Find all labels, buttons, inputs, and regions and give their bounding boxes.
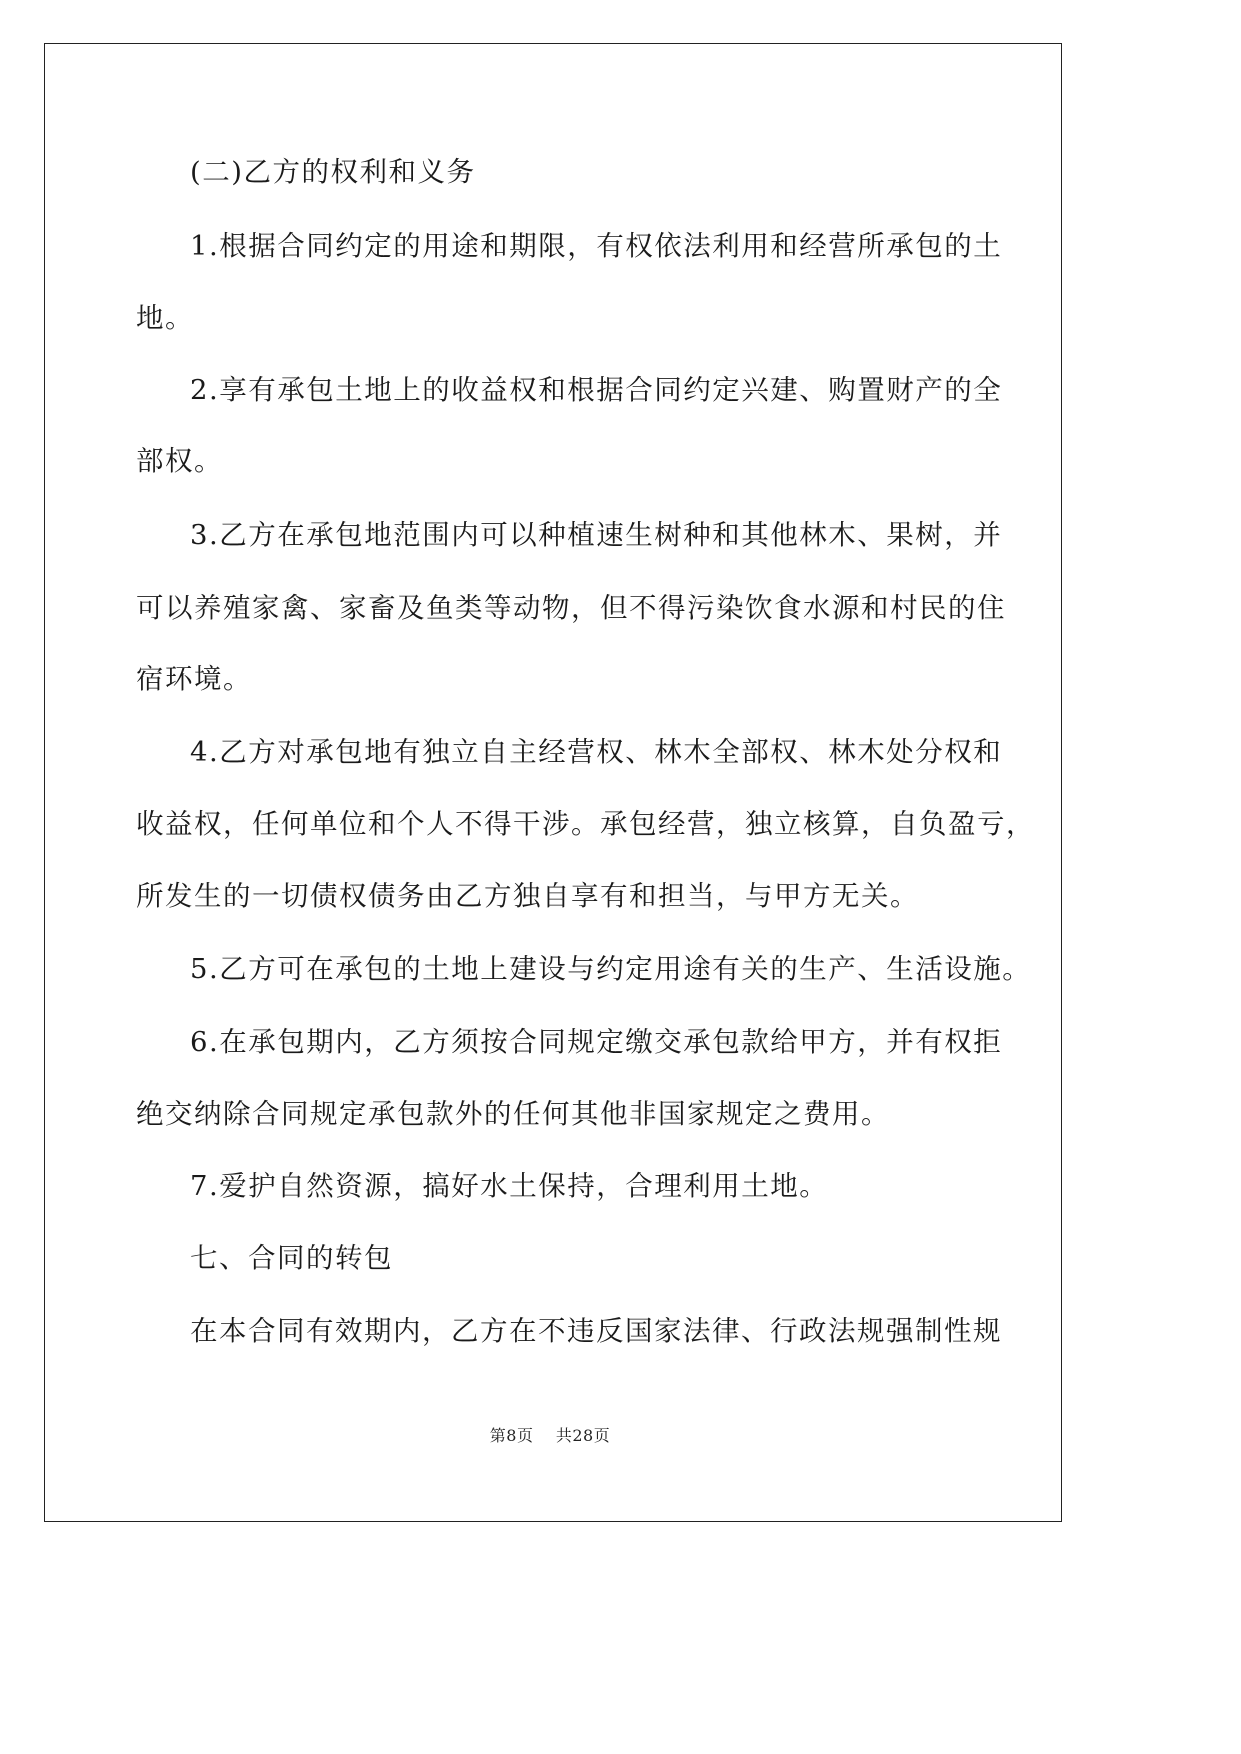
paragraph-line: 在本合同有效期内，乙方在不违反国家法律、行政法规强制性规 [190,1315,1002,1347]
page-total: 共28页 [555,1426,611,1445]
section-heading: (二)乙方的权利和义务 [190,156,476,188]
paragraph-line: 可以养殖家禽、家畜及鱼类等动物，但不得污染饮食水源和村民的住 [136,592,1006,624]
paragraph-line: 所发生的一切债权债务由乙方独自享有和担当，与甲方无关。 [136,880,919,912]
paragraph-line: 部权。 [136,445,223,477]
page-number: 第8页 [489,1426,534,1445]
paragraph-line: 1.根据合同约定的用途和期限，有权依法利用和经营所承包的土 [190,230,1003,262]
paragraph-line: 地。 [136,302,194,334]
paragraph-line: 4.乙方对承包地有独立自主经营权、林木全部权、林木处分权和 [190,736,1003,768]
paragraph-line: 宿环境。 [136,663,252,695]
paragraph-line: 3.乙方在承包地范围内可以种植速生树种和其他林木、果树，并 [190,519,1003,551]
section-heading: 七、合同的转包 [190,1242,393,1274]
paragraph-line: 2.享有承包土地上的收益权和根据合同约定兴建、购置财产的全 [190,374,1003,406]
page-footer [0,1424,1100,1448]
paragraph-line: 6.在承包期内，乙方须按合同规定缴交承包款给甲方，并有权拒 [190,1026,1003,1058]
paragraph-line: 收益权，任何单位和个人不得干涉。承包经营，独立核算，自负盈亏， [136,808,1035,840]
paragraph-line: 5.乙方可在承包的土地上建设与约定用途有关的生产、生活设施。 [190,953,1032,985]
paragraph-line: 绝交纳除合同规定承包款外的任何其他非国家规定之费用。 [136,1098,890,1130]
paragraph-line: 7.爱护自然资源，搞好水土保持，合理利用土地。 [190,1170,829,1202]
